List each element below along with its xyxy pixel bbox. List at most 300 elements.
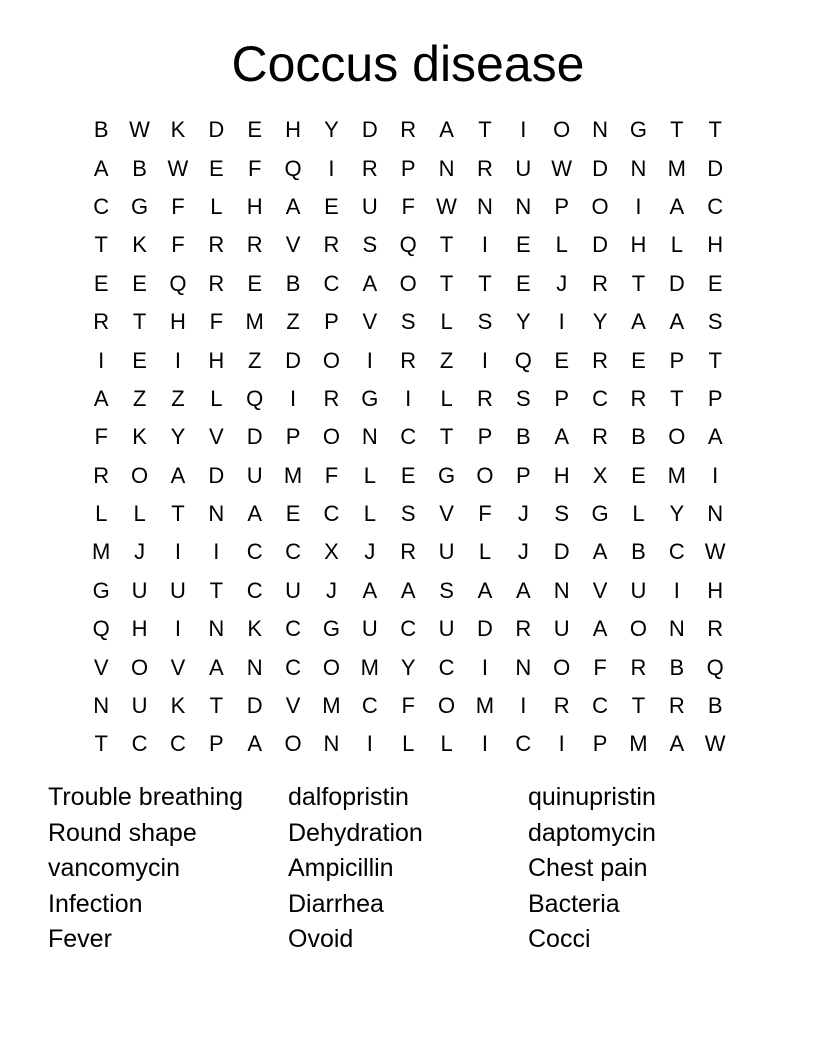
grid-cell[interactable]: T	[94, 731, 108, 757]
grid-cell[interactable]: S	[515, 385, 531, 411]
grid-cell[interactable]: C	[169, 731, 186, 757]
grid-cell[interactable]: V	[93, 654, 109, 680]
grid-cell[interactable]: O	[399, 270, 417, 296]
grid-cell[interactable]: E	[707, 270, 723, 296]
grid-cell[interactable]: M	[667, 155, 686, 181]
grid-cell[interactable]: D	[553, 539, 570, 565]
grid-cell[interactable]: O	[629, 616, 647, 642]
grid-cell[interactable]: L	[402, 731, 415, 757]
grid-cell[interactable]: O	[553, 117, 571, 143]
grid-cell[interactable]: M	[667, 462, 686, 488]
word-list-item: Dehydration	[288, 818, 423, 847]
grid-cell[interactable]: E	[247, 117, 263, 143]
grid-cell[interactable]: B	[93, 117, 109, 143]
grid-cell[interactable]: N	[668, 616, 685, 642]
grid-cell[interactable]: N	[208, 501, 225, 527]
grid-cell[interactable]: E	[515, 270, 531, 296]
grid-cell[interactable]: N	[630, 155, 647, 181]
grid-cell[interactable]: R	[93, 462, 110, 488]
grid-cell[interactable]: T	[439, 424, 454, 450]
grid-cell[interactable]: I	[174, 616, 181, 642]
grid-cell[interactable]: C	[438, 654, 455, 680]
grid-cell[interactable]: Z	[247, 347, 262, 373]
grid-cell[interactable]: A	[707, 424, 723, 450]
grid-cell[interactable]: T	[439, 270, 454, 296]
grid-cell[interactable]: D	[208, 462, 225, 488]
grid-cell[interactable]: I	[213, 539, 220, 565]
grid-cell[interactable]: V	[592, 577, 608, 603]
grid-cell[interactable]: N	[361, 424, 378, 450]
grid-cell[interactable]: C	[668, 539, 685, 565]
grid-cell[interactable]: P	[285, 424, 301, 450]
grid-cell[interactable]: W	[436, 193, 457, 219]
grid-cell[interactable]: R	[515, 616, 532, 642]
grid-cell[interactable]: T	[708, 117, 722, 143]
grid-cell[interactable]: C	[592, 385, 608, 411]
grid-cell[interactable]: C	[361, 693, 378, 719]
grid-cell[interactable]: T	[439, 232, 454, 258]
grid-cell[interactable]: V	[208, 424, 224, 450]
grid-cell[interactable]: I	[481, 347, 488, 373]
grid-cell[interactable]: A	[669, 193, 685, 219]
grid-cell[interactable]: A	[93, 385, 109, 411]
grid-cell[interactable]: I	[98, 347, 105, 373]
grid-cell[interactable]: L	[670, 232, 683, 258]
grid-cell[interactable]: U	[361, 616, 378, 642]
grid-cell[interactable]: A	[362, 577, 378, 603]
grid-cell[interactable]: O	[322, 424, 340, 450]
grid-cell[interactable]: T	[209, 577, 224, 603]
grid-cell[interactable]: X	[592, 462, 608, 488]
grid-cell[interactable]: V	[362, 309, 378, 335]
grid-cell[interactable]: Q	[706, 654, 724, 680]
grid-cell[interactable]: U	[131, 693, 148, 719]
grid-cell[interactable]: A	[669, 309, 685, 335]
grid-cell[interactable]: R	[668, 693, 685, 719]
grid-cell[interactable]: Y	[515, 309, 531, 335]
grid-cell[interactable]: I	[366, 731, 373, 757]
grid-cell[interactable]: P	[592, 731, 608, 757]
grid-cell[interactable]: L	[363, 462, 376, 488]
grid-cell[interactable]: M	[475, 693, 495, 719]
word-list-item: Bacteria	[528, 889, 620, 918]
grid-cell[interactable]: D	[476, 616, 493, 642]
grid-cell[interactable]: I	[635, 193, 642, 219]
grid-cell[interactable]: Q	[514, 347, 532, 373]
grid-cell[interactable]: N	[323, 731, 340, 757]
grid-cell[interactable]: L	[363, 501, 376, 527]
grid-cell[interactable]: O	[438, 693, 456, 719]
grid-cell[interactable]: A	[515, 577, 531, 603]
grid-cell[interactable]: U	[438, 539, 455, 565]
grid-cell[interactable]: F	[171, 193, 185, 219]
grid-cell[interactable]: R	[630, 385, 647, 411]
grid-cell[interactable]: E	[132, 270, 147, 296]
grid-cell[interactable]: R	[246, 232, 263, 258]
grid-cell[interactable]: R	[592, 270, 608, 296]
grid-cell[interactable]: P	[400, 155, 416, 181]
grid-cell[interactable]: F	[478, 501, 492, 527]
grid-cell[interactable]: O	[668, 424, 686, 450]
grid-cell[interactable]: N	[553, 577, 570, 603]
grid-cell[interactable]: N	[93, 693, 110, 719]
grid-cell[interactable]: B	[631, 539, 646, 565]
grid-cell[interactable]: Y	[170, 424, 186, 450]
grid-cell[interactable]: R	[323, 232, 340, 258]
grid-cell[interactable]: P	[515, 462, 531, 488]
grid-cell[interactable]: H	[208, 347, 225, 373]
grid-cell[interactable]: L	[440, 309, 453, 335]
grid-cell[interactable]: N	[515, 193, 532, 219]
grid-cell[interactable]: K	[132, 232, 147, 258]
grid-cell[interactable]: F	[324, 462, 339, 488]
grid-cell[interactable]: R	[707, 616, 724, 642]
grid-cell[interactable]: D	[592, 155, 608, 181]
grid-cell[interactable]: A	[631, 309, 646, 335]
word-list-item: Fever	[48, 925, 112, 953]
grid-cell[interactable]: H	[285, 117, 301, 143]
grid-cell[interactable]: S	[439, 577, 454, 603]
grid-cell[interactable]: M	[322, 693, 341, 719]
grid-cell[interactable]: T	[478, 270, 492, 296]
grid-cell[interactable]: O	[131, 654, 149, 680]
grid-cell[interactable]: I	[673, 577, 680, 603]
grid-cell[interactable]: R	[476, 155, 493, 181]
grid-cell[interactable]: S	[707, 309, 723, 335]
grid-cell[interactable]: R	[361, 155, 378, 181]
grid-cell[interactable]: J	[325, 577, 337, 603]
grid-cell[interactable]: I	[405, 385, 412, 411]
grid-cell[interactable]: E	[554, 347, 570, 373]
grid-cell[interactable]: L	[632, 501, 645, 527]
grid-cell[interactable]: R	[553, 693, 570, 719]
grid-cell[interactable]: X	[324, 539, 339, 565]
word-list-item: Round shape	[48, 818, 197, 847]
grid-cell[interactable]: H	[707, 232, 724, 258]
grid-cell[interactable]: C	[285, 539, 301, 565]
letter-grid[interactable]	[82, 111, 734, 764]
grid-cell[interactable]: R	[400, 347, 417, 373]
grid-cell[interactable]: E	[631, 347, 646, 373]
grid-cell[interactable]: D	[285, 347, 301, 373]
grid-cell[interactable]: O	[284, 731, 302, 757]
grid-cell[interactable]: A	[592, 539, 608, 565]
grid-cell[interactable]: N	[707, 501, 724, 527]
grid-cell[interactable]: F	[247, 155, 262, 181]
grid-cell[interactable]: E	[400, 462, 416, 488]
grid-cell[interactable]: K	[170, 117, 186, 143]
grid-cell[interactable]: T	[670, 385, 684, 411]
grid-cell[interactable]: Y	[324, 117, 339, 143]
grid-cell[interactable]: R	[400, 117, 417, 143]
grid-cell[interactable]: O	[322, 654, 340, 680]
grid-cell[interactable]: L	[478, 539, 492, 565]
grid-cell[interactable]: L	[133, 501, 146, 527]
grid-cell[interactable]: R	[208, 270, 225, 296]
grid-cell[interactable]: W	[704, 539, 726, 565]
grid-cell[interactable]: D	[707, 155, 724, 181]
grid-cell[interactable]: G	[629, 117, 647, 143]
grid-cell[interactable]: M	[245, 309, 264, 335]
grid-cell[interactable]: U	[131, 577, 148, 603]
grid-cell[interactable]: I	[328, 155, 335, 181]
grid-cell[interactable]: Q	[92, 616, 110, 642]
grid-cell[interactable]: U	[438, 616, 455, 642]
grid-cell[interactable]: W	[167, 155, 189, 181]
grid-cell[interactable]: A	[592, 616, 608, 642]
grid-cell[interactable]: C	[323, 501, 340, 527]
grid-cell[interactable]: I	[481, 232, 488, 258]
grid-cell[interactable]: O	[476, 462, 494, 488]
grid-cell[interactable]: Y	[400, 654, 416, 680]
grid-cell[interactable]: P	[208, 731, 224, 757]
grid-cell[interactable]: N	[515, 654, 532, 680]
grid-cell[interactable]: S	[362, 232, 378, 258]
grid-cell[interactable]: C	[400, 424, 417, 450]
grid-cell[interactable]: A	[554, 424, 570, 450]
grid-cell[interactable]: I	[712, 462, 719, 488]
grid-cell[interactable]: F	[401, 693, 415, 719]
grid-cell[interactable]: E	[132, 347, 147, 373]
grid-cell[interactable]: K	[132, 424, 147, 450]
grid-cell[interactable]: A	[93, 155, 109, 181]
grid-cell[interactable]: E	[93, 270, 109, 296]
grid-cell[interactable]: O	[131, 462, 149, 488]
grid-cell[interactable]: G	[361, 385, 379, 411]
grid-cell[interactable]: F	[94, 424, 108, 450]
grid-cell[interactable]: S	[400, 501, 416, 527]
grid-cell[interactable]: V	[285, 693, 301, 719]
grid-cell[interactable]: W	[129, 117, 150, 143]
grid-cell[interactable]: L	[555, 232, 568, 258]
grid-cell[interactable]: L	[210, 193, 223, 219]
grid-cell[interactable]: S	[477, 309, 493, 335]
grid-cell[interactable]: I	[520, 117, 527, 143]
grid-cell[interactable]: O	[322, 347, 340, 373]
grid-cell[interactable]: Y	[669, 501, 685, 527]
grid-cell[interactable]: G	[438, 462, 456, 488]
grid-cell[interactable]: I	[520, 693, 527, 719]
grid-cell[interactable]: P	[554, 385, 570, 411]
grid-cell[interactable]: T	[209, 693, 224, 719]
grid-cell[interactable]: Q	[246, 385, 264, 411]
grid-cell[interactable]: I	[481, 654, 488, 680]
grid-cell[interactable]: J	[556, 270, 568, 296]
grid-cell[interactable]: L	[210, 385, 223, 411]
grid-cell[interactable]: U	[246, 462, 263, 488]
grid-cell[interactable]: U	[361, 193, 378, 219]
grid-cell[interactable]: H	[553, 462, 570, 488]
grid-cell[interactable]: M	[629, 731, 648, 757]
grid-cell[interactable]: D	[668, 270, 685, 296]
grid-cell[interactable]: V	[285, 232, 301, 258]
word-list-item: Ampicillin	[288, 854, 394, 882]
grid-cell[interactable]: T	[631, 693, 646, 719]
grid-cell[interactable]: Q	[284, 155, 302, 181]
grid-cell[interactable]: Q	[169, 270, 187, 296]
grid-cell[interactable]: A	[400, 577, 416, 603]
grid-cell[interactable]: V	[439, 501, 454, 527]
grid-cell[interactable]: C	[515, 731, 532, 757]
grid-cell[interactable]: E	[285, 501, 301, 527]
grid-cell[interactable]: I	[481, 731, 488, 757]
grid-cell[interactable]: P	[324, 309, 339, 335]
grid-cell[interactable]: F	[401, 193, 415, 219]
grid-cell[interactable]: C	[131, 731, 148, 757]
grid-cell[interactable]: B	[132, 155, 147, 181]
grid-cell[interactable]: L	[95, 501, 108, 527]
grid-cell[interactable]: A	[208, 654, 224, 680]
grid-cell[interactable]: P	[669, 347, 685, 373]
grid-cell[interactable]: A	[247, 731, 263, 757]
grid-cell[interactable]: R	[208, 232, 225, 258]
grid-cell[interactable]: I	[290, 385, 297, 411]
grid-cell[interactable]: F	[209, 309, 224, 335]
grid-cell[interactable]: I	[174, 539, 181, 565]
grid-cell[interactable]: H	[707, 577, 724, 603]
grid-cell[interactable]: N	[438, 155, 455, 181]
grid-cell[interactable]: N	[592, 117, 608, 143]
grid-cell[interactable]: D	[246, 424, 263, 450]
grid-cell[interactable]: D	[208, 117, 225, 143]
grid-cell[interactable]: I	[558, 309, 565, 335]
grid-cell[interactable]: Y	[592, 309, 608, 335]
grid-cell[interactable]: B	[631, 424, 646, 450]
grid-cell[interactable]: C	[592, 693, 608, 719]
grid-cell[interactable]: I	[366, 347, 373, 373]
grid-cell[interactable]: A	[362, 270, 378, 296]
grid-cell[interactable]: Q	[399, 232, 417, 258]
grid-cell[interactable]: M	[92, 539, 111, 565]
grid-cell[interactable]: E	[208, 155, 224, 181]
grid-cell[interactable]: P	[707, 385, 723, 411]
grid-cell[interactable]: B	[515, 424, 531, 450]
grid-cell[interactable]: T	[708, 347, 722, 373]
grid-cell[interactable]: Z	[286, 309, 300, 335]
grid-cell[interactable]: U	[515, 155, 532, 181]
grid-cell[interactable]: R	[476, 385, 493, 411]
grid-cell[interactable]: Z	[439, 347, 454, 373]
grid-cell[interactable]: D	[246, 693, 263, 719]
grid-cell[interactable]: O	[553, 654, 571, 680]
grid-cell[interactable]: C	[93, 193, 110, 219]
grid-cell[interactable]: M	[360, 654, 379, 680]
grid-cell[interactable]: P	[554, 193, 570, 219]
grid-cell[interactable]: L	[440, 731, 453, 757]
grid-cell[interactable]: L	[440, 385, 453, 411]
grid-cell[interactable]: A	[247, 501, 263, 527]
grid-cell[interactable]: A	[285, 193, 301, 219]
grid-cell[interactable]: A	[439, 117, 454, 143]
grid-cell[interactable]: R	[630, 654, 647, 680]
grid-cell[interactable]: T	[670, 117, 684, 143]
grid-cell[interactable]: G	[591, 501, 609, 527]
grid-cell[interactable]: W	[704, 731, 726, 757]
grid-cell[interactable]: D	[361, 117, 378, 143]
grid-cell[interactable]: B	[707, 693, 723, 719]
grid-cell[interactable]: D	[592, 232, 608, 258]
grid-cell[interactable]: R	[592, 424, 608, 450]
grid-cell[interactable]: N	[476, 193, 493, 219]
grid-cell[interactable]: A	[477, 577, 493, 603]
grid-cell[interactable]: V	[170, 654, 186, 680]
grid-cell[interactable]: C	[285, 616, 301, 642]
word-list-item: Diarrhea	[288, 889, 384, 918]
grid-cell[interactable]: A	[170, 462, 186, 488]
grid-cell[interactable]: F	[171, 232, 185, 258]
grid-cell[interactable]: C	[707, 193, 724, 219]
grid-cell[interactable]: B	[669, 654, 685, 680]
grid-cell[interactable]: S	[554, 501, 570, 527]
grid-cell[interactable]: U	[285, 577, 301, 603]
grid-cell[interactable]: W	[551, 155, 573, 181]
word-list-item: Infection	[48, 889, 143, 918]
grid-cell[interactable]: K	[170, 693, 186, 719]
grid-cell[interactable]: G	[131, 193, 149, 219]
grid-cell[interactable]: H	[169, 309, 186, 335]
grid-cell[interactable]: O	[591, 193, 609, 219]
grid-cell[interactable]: J	[517, 501, 529, 527]
grid-cell[interactable]: N	[208, 616, 225, 642]
grid-cell[interactable]: I	[174, 347, 181, 373]
grid-cell[interactable]: C	[246, 539, 263, 565]
grid-cell[interactable]: J	[517, 539, 529, 565]
grid-cell[interactable]: E	[515, 232, 531, 258]
grid-cell[interactable]: T	[171, 501, 185, 527]
grid-cell[interactable]: U	[169, 577, 186, 603]
grid-cell[interactable]: Z	[132, 385, 147, 411]
grid-cell[interactable]: T	[94, 232, 108, 258]
grid-cell[interactable]: A	[669, 731, 685, 757]
grid-cell[interactable]: R	[93, 309, 110, 335]
grid-cell[interactable]: J	[134, 539, 146, 565]
word-list-item: Cocci	[528, 925, 591, 953]
grid-cell[interactable]: U	[630, 577, 647, 603]
grid-cell[interactable]: U	[553, 616, 570, 642]
grid-cell[interactable]: T	[478, 117, 492, 143]
grid-cell[interactable]: P	[477, 424, 493, 450]
grid-cell[interactable]: C	[285, 654, 301, 680]
grid-cell[interactable]: E	[324, 193, 339, 219]
grid-cell[interactable]: E	[631, 462, 646, 488]
grid-cell[interactable]: R	[400, 539, 417, 565]
grid-cell[interactable]: G	[92, 577, 110, 603]
grid-cell[interactable]: T	[132, 309, 147, 335]
grid-cell[interactable]: H	[630, 232, 647, 258]
grid-cell[interactable]: Z	[171, 385, 185, 411]
grid-cell[interactable]: K	[247, 616, 263, 642]
grid-cell[interactable]: B	[285, 270, 301, 296]
grid-cell[interactable]: C	[323, 270, 340, 296]
word-list	[48, 780, 768, 958]
grid-cell[interactable]: E	[247, 270, 263, 296]
grid-cell[interactable]: T	[631, 270, 646, 296]
grid-cell[interactable]: C	[246, 577, 263, 603]
grid-cell[interactable]: H	[246, 193, 263, 219]
grid-cell[interactable]: N	[246, 654, 263, 680]
grid-cell[interactable]: S	[400, 309, 416, 335]
grid-cell[interactable]: R	[592, 347, 608, 373]
grid-cell[interactable]: R	[323, 385, 340, 411]
grid-cell[interactable]: M	[283, 462, 303, 488]
grid-cell[interactable]: J	[364, 539, 376, 565]
grid-cell[interactable]: H	[131, 616, 148, 642]
grid-cell[interactable]: I	[558, 731, 565, 757]
word-list-item: Chest pain	[528, 854, 648, 882]
grid-cell[interactable]: G	[322, 616, 340, 642]
grid-cell[interactable]: F	[593, 654, 607, 680]
grid-cell[interactable]: C	[400, 616, 417, 642]
